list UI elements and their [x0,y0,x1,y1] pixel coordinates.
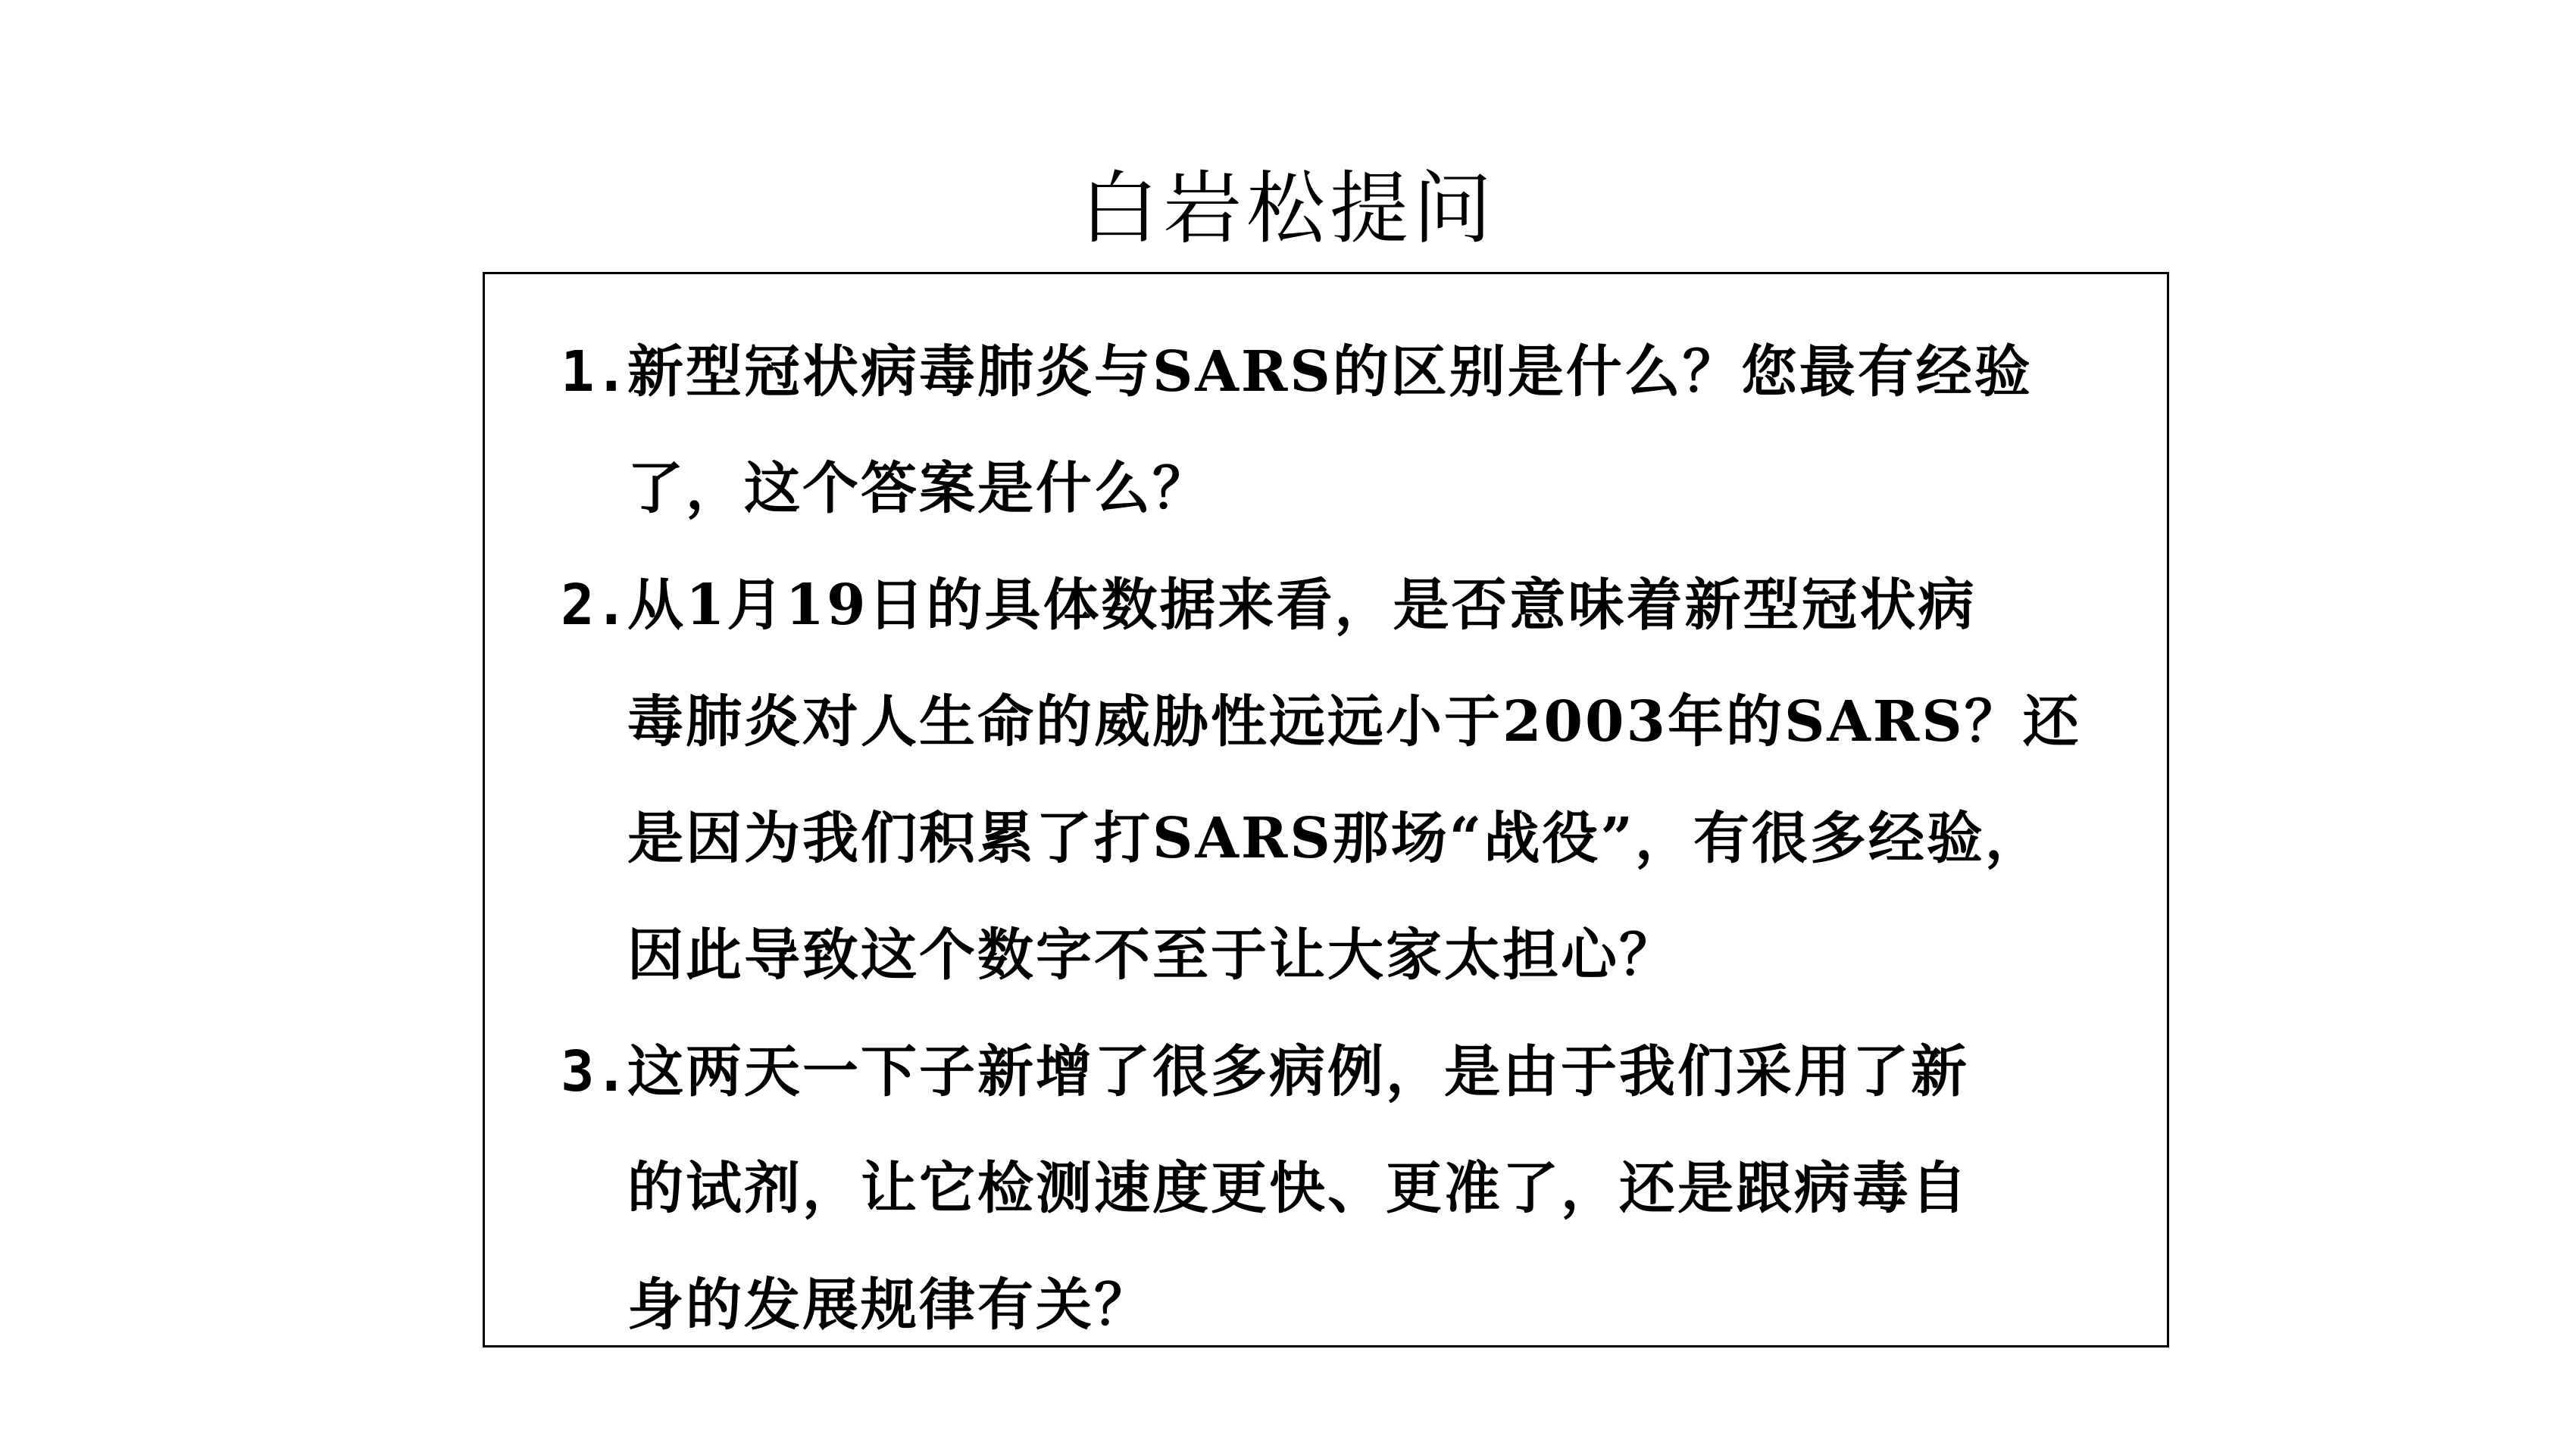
question-number: 2. [561,573,629,638]
question-number: 3. [561,1039,629,1104]
question-number: 1. [561,339,629,404]
slide-title: 白岩松提问 [1079,162,1496,255]
question-list [561,314,2159,1363]
question-text: 新型冠状病毒肺炎与SARS的区别是什么？您最有经验 了，这个答案是什么？ [627,339,2033,521]
question-item-3 [561,1013,2159,1363]
question-item-1 [561,314,2159,547]
question-item-2 [561,547,2159,1013]
question-text: 这两天一下子新增了很多病例，是由于我们采用了新 的试剂，让它检测速度更快、更准了，还是跟病毒自 身的发展规律有关？ [627,1039,1969,1338]
questions-box [483,272,2169,1348]
question-text: 从1月19日的具体数据来看，是否意味着新型冠状病 毒肺炎对人生命的威胁性远远小于2003年的SARS？还 是因为我们积累了打SARS那场“战役”，有很多经验， 因此导致这个数字不至于让大家太担心？ [627,573,2081,988]
